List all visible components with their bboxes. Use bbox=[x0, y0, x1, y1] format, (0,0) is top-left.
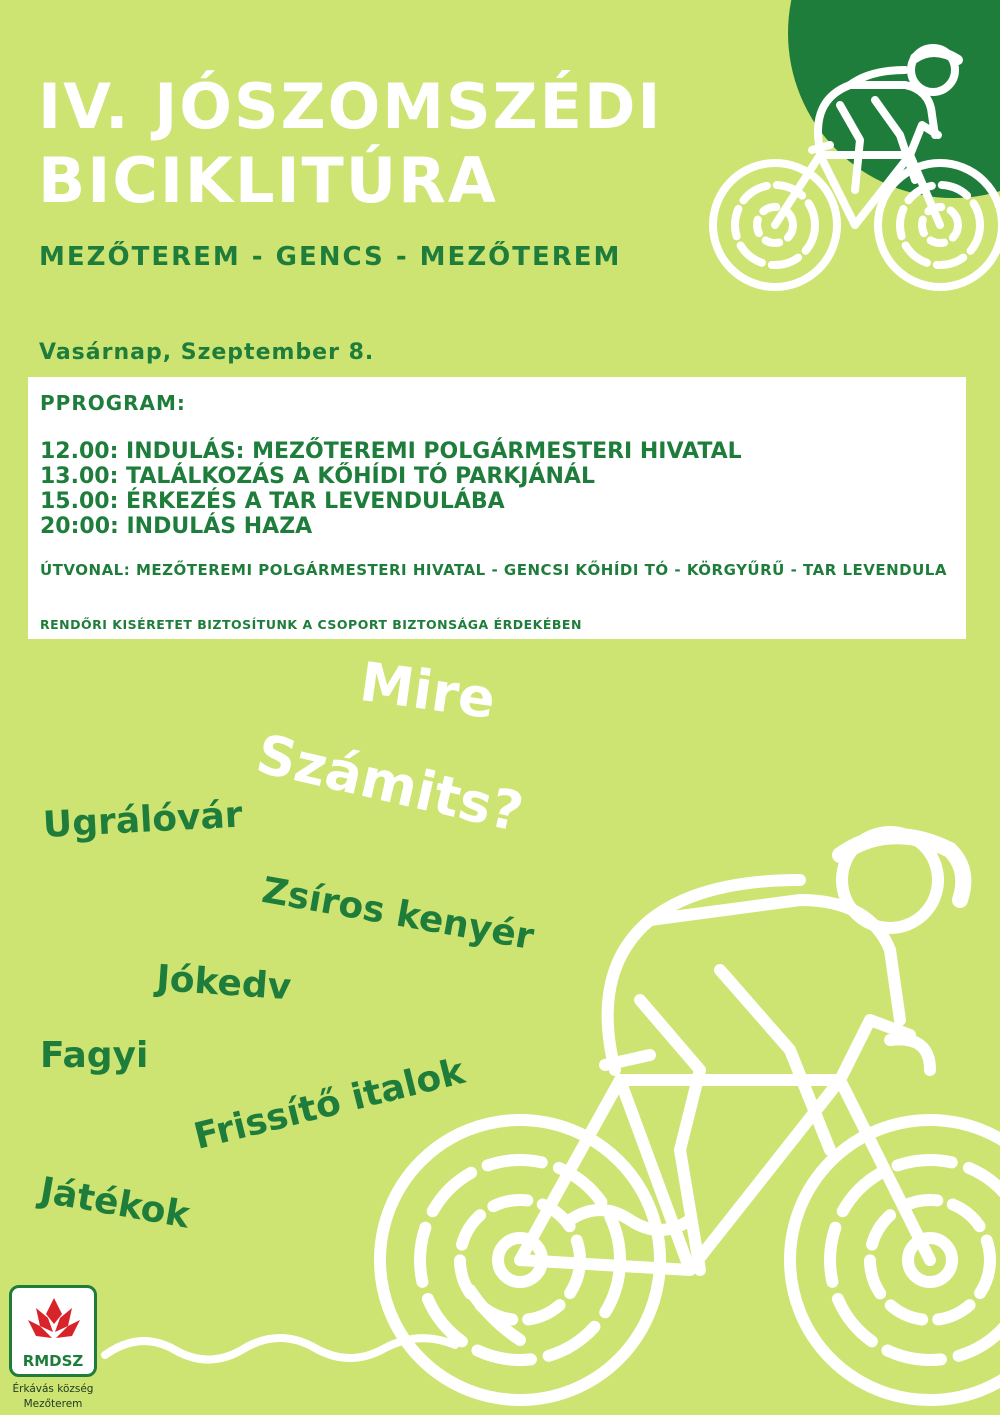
event-date: Vasárnap, Szeptember 8. bbox=[39, 340, 375, 365]
event-title bbox=[38, 70, 662, 218]
attraction-item: Ugrálóvár bbox=[42, 794, 244, 846]
route-description: ÚTVONAL: MEZŐTEREMI POLGÁRMESTERI HIVATAL - GENCSI KŐHÍDI TÓ - KÖRGYŰRŰ - TAR LEVENDULA bbox=[40, 561, 947, 579]
headline-line1: Mire bbox=[356, 650, 500, 732]
attraction-item: Fagyi bbox=[40, 1035, 149, 1076]
attraction-item: Zsíros kenyér bbox=[258, 870, 537, 959]
headline-line2: Számits? bbox=[250, 722, 529, 845]
program-item: 12.00: INDULÁS: MEZŐTEREMI POLGÁRMESTERI HIVATAL bbox=[40, 439, 742, 464]
attraction-item: Frissítő italok bbox=[190, 1051, 469, 1158]
program-item: 20:00: INDULÁS HAZA bbox=[40, 514, 313, 539]
logo-text: RMDSZ bbox=[22, 1352, 84, 1370]
program-list bbox=[40, 439, 954, 539]
program-heading: PPROGRAM: bbox=[40, 391, 186, 415]
route-title: MEZŐTEREM - GENCS - MEZŐTEREM bbox=[39, 242, 622, 272]
cyclist-small-icon bbox=[700, 40, 1000, 310]
program-item: 13.00: TALÁLKOZÁS A KŐHÍDI TÓ PARKJÁNÁL bbox=[40, 464, 595, 489]
program-item: 15.00: ÉRKEZÉS A TAR LEVENDULÁBA bbox=[40, 489, 505, 514]
attraction-item: Jókedv bbox=[155, 958, 293, 1009]
wave-decoration bbox=[100, 1310, 460, 1370]
event-title-line2: BICIKLITÚRA bbox=[38, 144, 498, 217]
rmdsz-logo bbox=[9, 1285, 97, 1377]
tulip-icon bbox=[26, 1294, 82, 1348]
logo-caption bbox=[0, 1382, 106, 1412]
event-title-line1: IV. JÓSZOMSZÉDI bbox=[38, 70, 663, 143]
logo-caption-line2: Mezőterem bbox=[23, 1398, 83, 1410]
police-escort-note: RENDŐRI KISÉRETET BIZTOSÍTUNK A CSOPORT BIZTONSÁGA ÉRDEKÉBEN bbox=[40, 617, 582, 632]
attraction-item: Játékok bbox=[36, 1170, 193, 1237]
program-box bbox=[28, 377, 966, 639]
logo-caption-line1: Érkávás község bbox=[12, 1383, 94, 1395]
